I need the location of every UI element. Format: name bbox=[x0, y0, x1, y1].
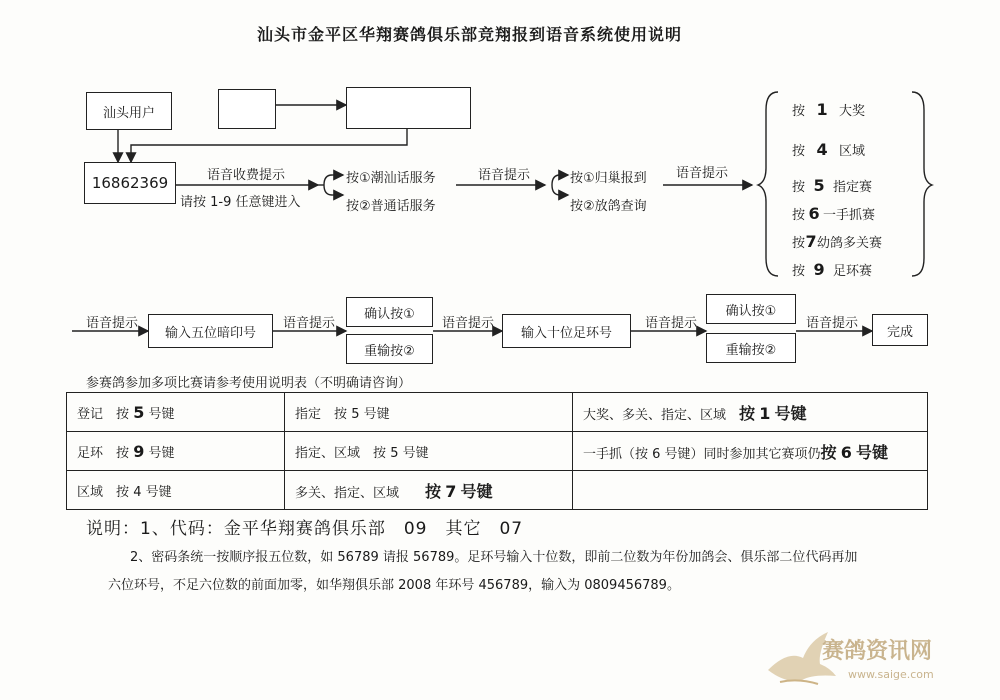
table-cell: 登记 按 5 号键 bbox=[67, 393, 285, 432]
note-line-2: 2、密码条统一按顺序报五位数，如 56789 请报 56789。足环号输入十位数，即前二位数为年份加鸽会、俱乐部二位代码再加 bbox=[130, 550, 858, 565]
watermark-url: www.saige.com bbox=[848, 668, 934, 681]
table-cell: 足环 按 9 号键 bbox=[67, 432, 285, 471]
reenter-box-1: 重输按② bbox=[346, 334, 433, 364]
confirm-box-1: 确认按① bbox=[346, 297, 433, 327]
reenter-box-2: 重输按② bbox=[706, 333, 796, 363]
voice-prompt-label-c: 语音提示 bbox=[442, 316, 495, 331]
note-line-3: 六位环号，不足六位数的前面加零，如华翔俱乐部 2008 年环号 456789，输入为 0809456789。 bbox=[108, 578, 680, 593]
reference-table bbox=[66, 392, 928, 510]
prompt-charge-label: 语音收费提示 bbox=[207, 168, 286, 183]
page-title: 汕头市金平区华翔赛鸽俱乐部竞翔报到语音系统使用说明 bbox=[257, 25, 683, 44]
table-cell: 指定、区域 按 5 号键 bbox=[285, 432, 573, 471]
voice-prompt-label-1: 语音提示 bbox=[478, 168, 531, 183]
menu-item: 按 5 指定赛 bbox=[792, 176, 873, 195]
input-code-box: 输入五位暗印号 bbox=[148, 314, 273, 348]
input-ring-box: 输入十位足环号 bbox=[502, 314, 631, 348]
option-putonghua-label: 按②普通话服务 bbox=[346, 199, 436, 214]
press-any-key-label: 请按 1-9 任意键进入 bbox=[180, 195, 301, 210]
option-chaoshan-label: 按①潮汕话服务 bbox=[346, 171, 436, 186]
voice-prompt-label-d: 语音提示 bbox=[645, 316, 698, 331]
voice-prompt-label-a: 语音提示 bbox=[86, 316, 139, 331]
table-cell: 区域 按 4 号键 bbox=[67, 471, 285, 510]
table-cell: 大奖、多关、指定、区域 按 1 号键 bbox=[573, 393, 928, 432]
blank-box-1 bbox=[218, 89, 276, 129]
menu-item: 按7幼鸽多关赛 bbox=[792, 232, 883, 251]
watermark-site-name: 赛鸽资讯网 bbox=[822, 639, 933, 664]
table-cell: 多关、指定、区域 按 7 号键 bbox=[285, 471, 573, 510]
option-query-label: 按②放鸽查询 bbox=[570, 199, 647, 214]
confirm-box-2: 确认按① bbox=[706, 294, 796, 324]
table-cell bbox=[573, 471, 928, 510]
table-row bbox=[67, 393, 928, 432]
menu-item: 按 1 大奖 bbox=[792, 100, 866, 119]
option-report-label: 按①归巢报到 bbox=[570, 171, 647, 186]
table-cell: 指定 按 5 号键 bbox=[285, 393, 573, 432]
note-line-1: 说明：1、代码：金平华翔赛鸽俱乐部 09 其它 07 bbox=[86, 519, 524, 539]
voice-prompt-label-b: 语音提示 bbox=[283, 316, 336, 331]
watermark bbox=[758, 616, 990, 696]
menu-item: 按 6 一手抓赛 bbox=[792, 204, 876, 223]
menu-item: 按 4 区域 bbox=[792, 140, 866, 159]
user-box: 汕头用户 bbox=[86, 92, 172, 130]
number-box: 16862369 bbox=[84, 162, 176, 204]
table-row bbox=[67, 471, 928, 510]
voice-prompt-label-2: 语音提示 bbox=[676, 166, 729, 181]
table-cell: 一手抓（按 6 号键）同时参加其它赛项仍按 6 号键 bbox=[573, 432, 928, 471]
voice-prompt-label-e: 语音提示 bbox=[806, 316, 859, 331]
done-box: 完成 bbox=[872, 314, 928, 346]
table-row bbox=[67, 432, 928, 471]
blank-box-2 bbox=[346, 87, 471, 129]
table-caption: 参赛鸽参加多项比赛请参考使用说明表（不明确请咨询） bbox=[86, 376, 412, 391]
menu-item: 按 9 足环赛 bbox=[792, 260, 873, 279]
